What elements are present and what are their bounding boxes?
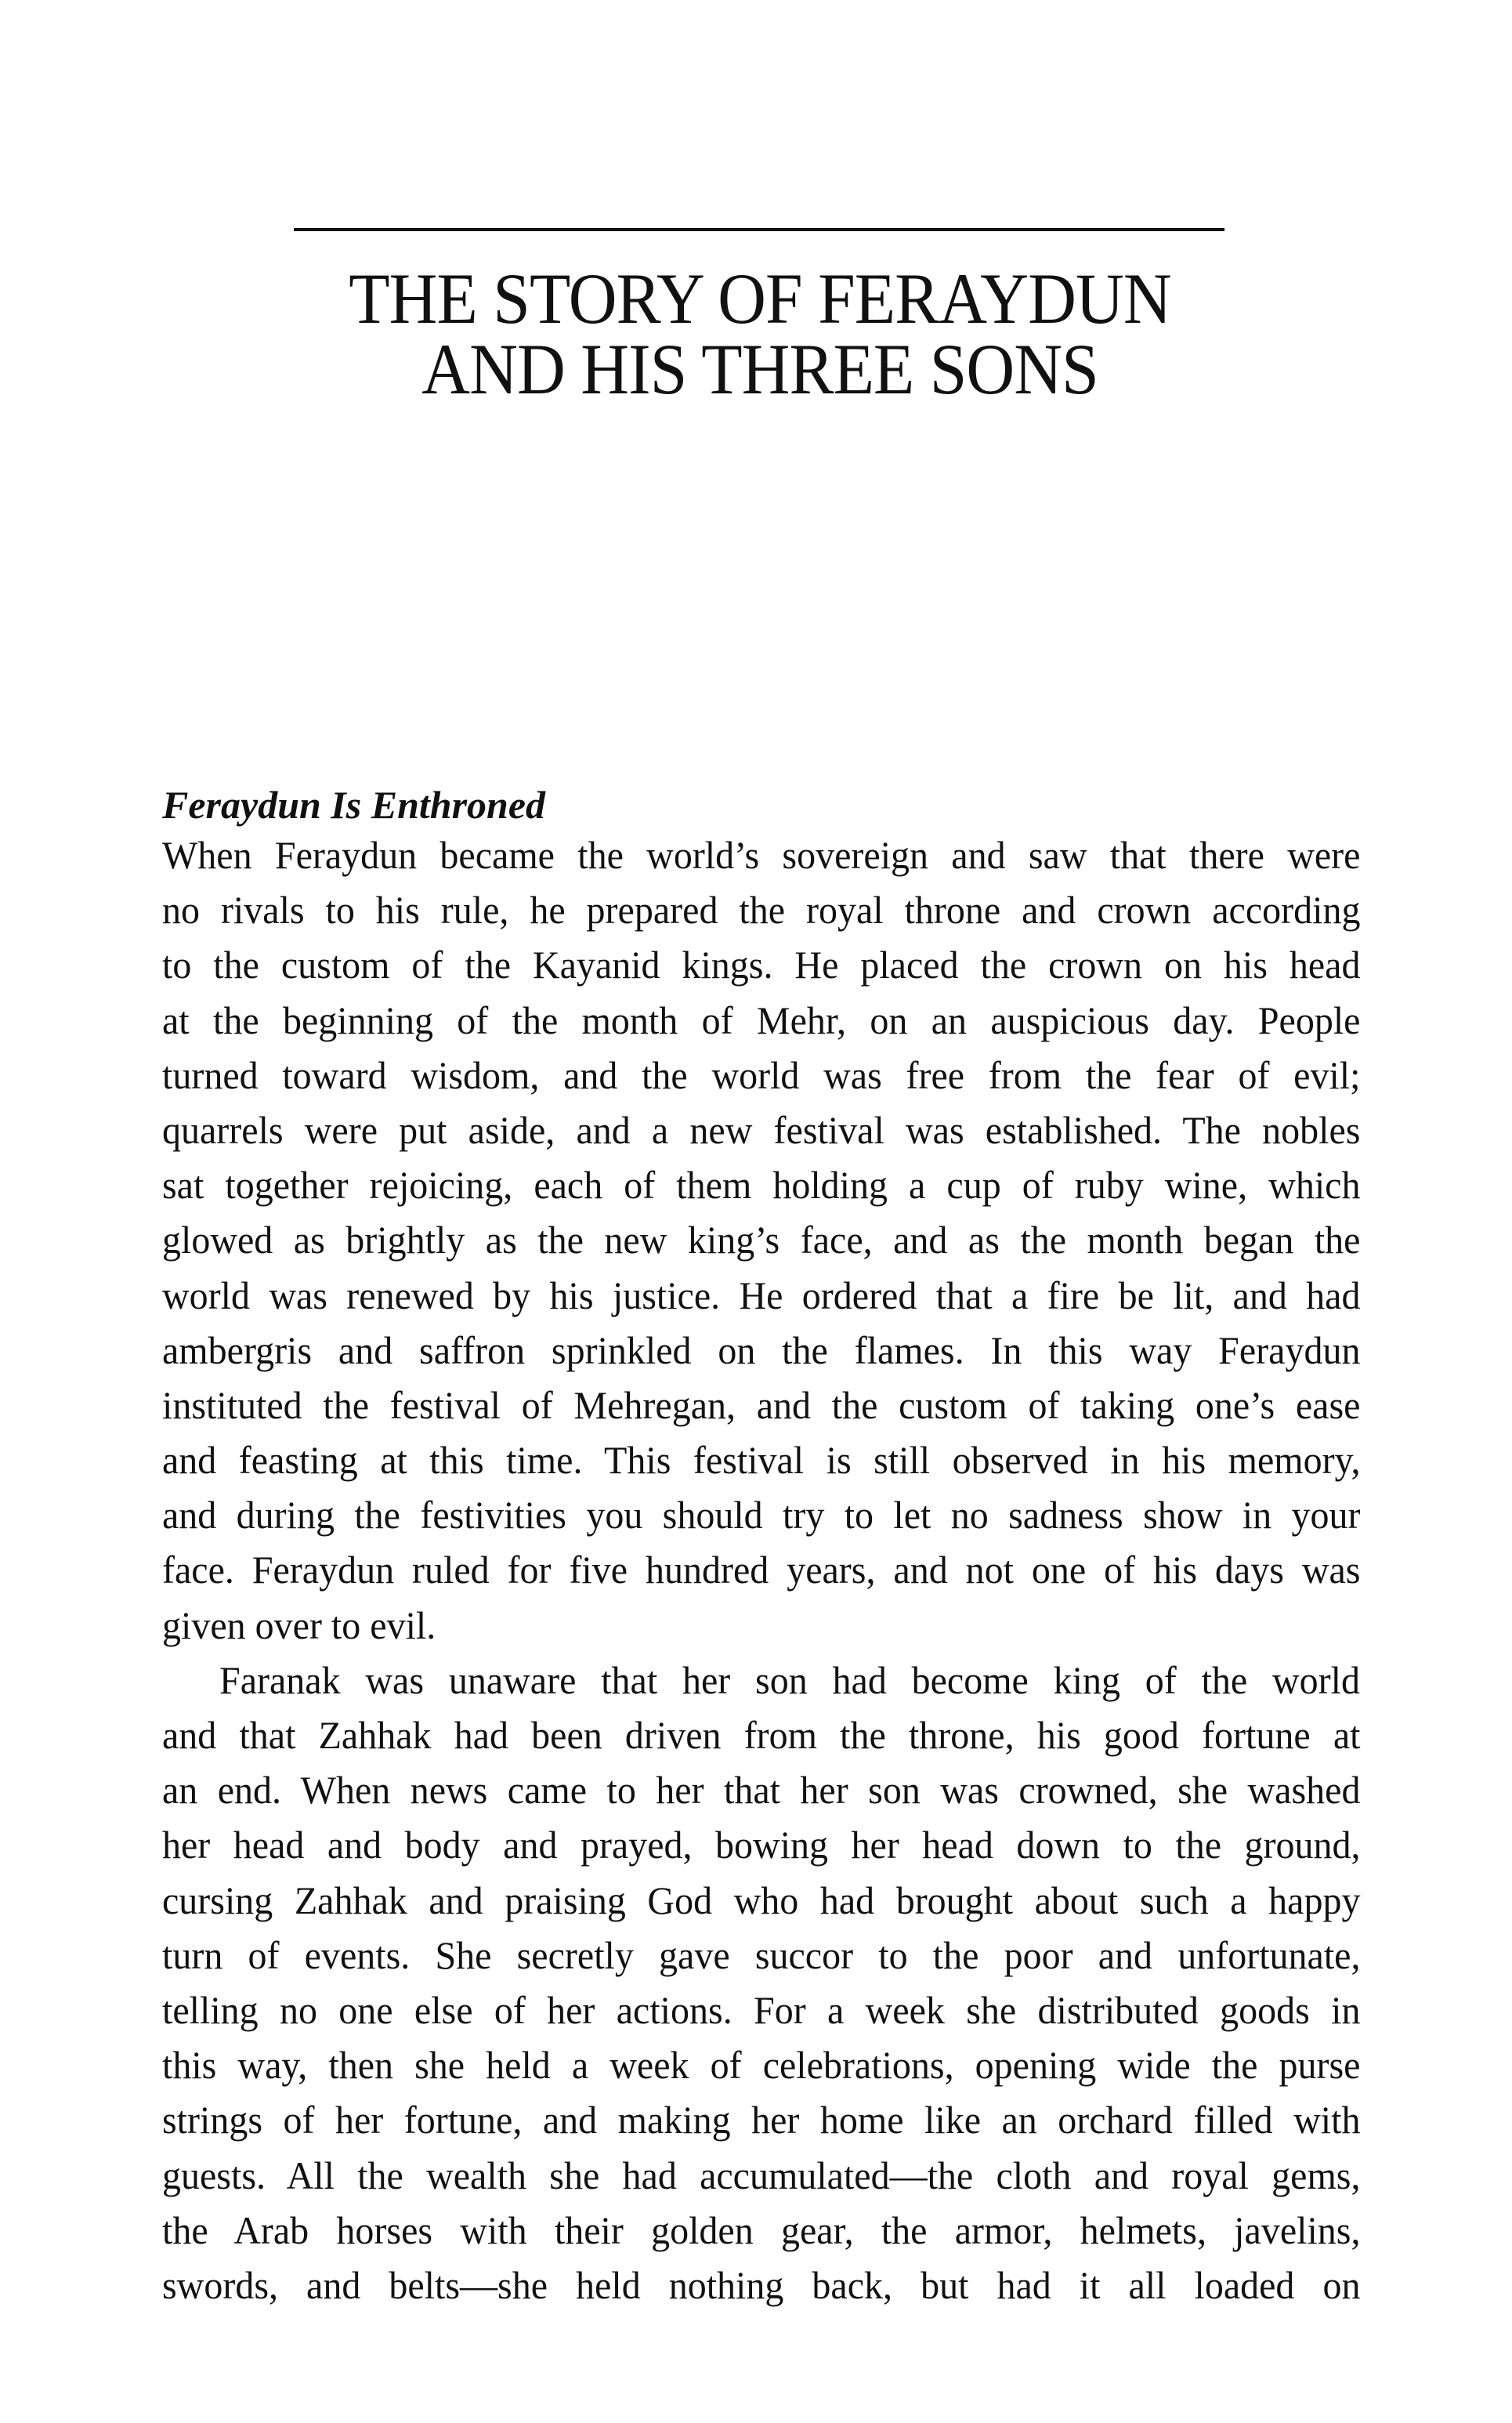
paragraph-2 xyxy=(162,1653,1360,2313)
text-line: glowed as brightly as the new king’s face, and as the month began the xyxy=(162,1218,1361,1262)
text-line: turn of events. She secretly gave succor to the poor and unfortunate, xyxy=(162,1932,1361,1977)
text-line: world was renewed by his justice. He ordered that a fire be lit, and had xyxy=(162,1273,1361,1317)
text-line: instituted the festival of Mehregan, and the custom of taking one’s ease xyxy=(162,1382,1361,1427)
text-line: at the beginning of the month of Mehr, on an auspicious day. People xyxy=(162,998,1361,1042)
text-line: the Arab horses with their golden gear, the armor, helmets, javelins, xyxy=(162,2208,1361,2252)
text-line: strings of her fortune, and making her home like an orchard filled with xyxy=(162,2098,1361,2142)
chapter-top-rule xyxy=(294,228,1224,231)
text-line: and during the festivities you should try to let no sadness show in your xyxy=(162,1493,1361,1537)
chapter-title-line-1: THE STORY OF FERAYDUN xyxy=(349,259,1171,339)
text-line: When Feraydun became the world’s sovereign and saw that there were xyxy=(162,833,1361,877)
text-line-indented: Faranak was unaware that her son had become king of the world xyxy=(219,1657,1360,1702)
text-line: guests. All the wealth she had accumulated—the cloth and royal gems, xyxy=(162,2153,1361,2197)
section-heading: Feraydun Is Enthroned xyxy=(162,783,546,827)
section-body xyxy=(162,782,1360,2313)
text-line: turned toward wisdom, and the world was free from the fear of evil; xyxy=(162,1052,1361,1097)
text-line: face. Feraydun ruled for five hundred years, and not one of his days was xyxy=(162,1548,1361,1592)
text-line: this way, then she held a week of celebrations, opening wide the purse xyxy=(162,2043,1361,2088)
text-line: swords, and belts—she held nothing back, but had it all loaded on xyxy=(162,2262,1361,2307)
text-line: to the custom of the Kayanid kings. He placed the crown on his head xyxy=(162,943,1361,987)
text-line: sat together rejoicing, each of them holding a cup of ruby wine, which xyxy=(162,1163,1361,1208)
text-line: quarrels were put aside, and a new festival was established. The nobles xyxy=(162,1107,1361,1152)
text-line: her head and body and prayed, bowing her head down to the ground, xyxy=(162,1823,1361,1867)
text-line-paragraph-end: given over to evil. xyxy=(162,1603,436,1647)
text-line: and feasting at this time. This festival is still observed in his memory, xyxy=(162,1438,1361,1483)
text-line: ambergris and saffron sprinkled on the flames. In this way Feraydun xyxy=(162,1327,1361,1372)
text-line: an end. When news came to her that her son was crowned, she washed xyxy=(162,1768,1361,1813)
text-line: no rivals to his rule, he prepared the royal throne and crown according xyxy=(162,888,1361,933)
text-line: telling no one else of her actions. For a week she distributed goods in xyxy=(162,1987,1361,2032)
chapter-title-line-2: AND HIS THREE SONS xyxy=(421,329,1098,409)
chapter-title xyxy=(272,259,1248,409)
text-line: cursing Zahhak and praising God who had brought about such a happy xyxy=(162,1878,1361,1922)
text-line: and that Zahhak had been driven from the throne, his good fortune at xyxy=(162,1713,1361,1757)
paragraph-1 xyxy=(162,828,1360,1653)
